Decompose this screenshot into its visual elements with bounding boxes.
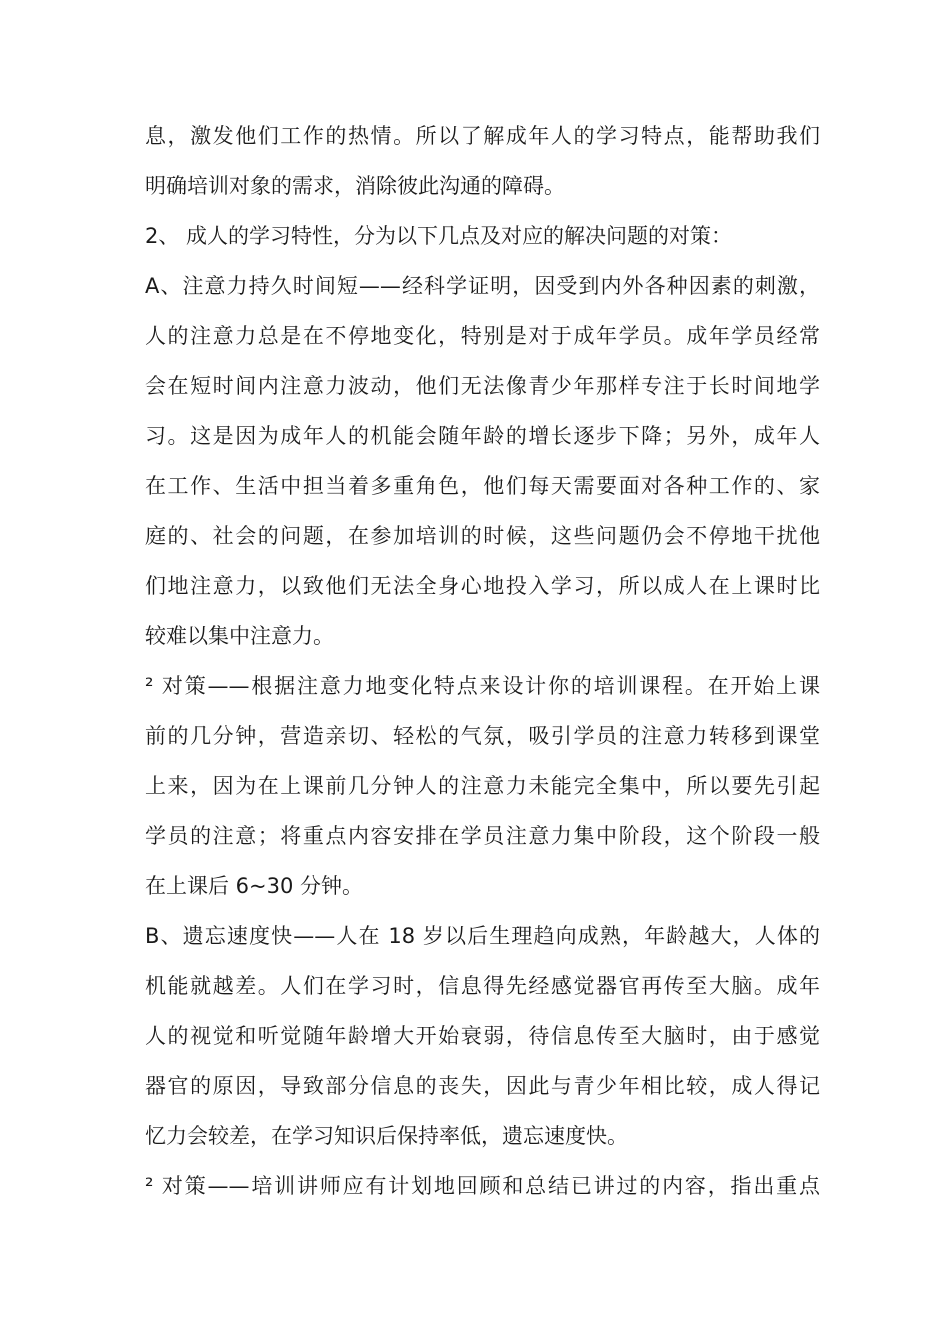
text-line-10: 们地注意力，以致他们无法全身心地投入学习，所以成人在上课时比 xyxy=(145,574,820,598)
text-line-22: ² 对策——培训讲师应有计划地回顾和总结已讲过的内容，指出重点 xyxy=(145,1174,820,1198)
text-line-18: 机能就越差。人们在学习时，信息得先经感觉器官再传至大脑。成年 xyxy=(145,974,820,998)
text-line-1: 息，激发他们工作的热情。所以了解成年人的学习特点，能帮助我们 xyxy=(145,124,820,148)
text-line-6: 会在短时间内注意力波动，他们无法像青少年那样专注于长时间地学 xyxy=(145,374,820,398)
text-line-21: 忆力会较差，在学习知识后保持率低，遗忘速度快。 xyxy=(145,1124,628,1148)
text-line-9: 庭的、社会的问题，在参加培训的时候，这些问题仍会不停地干扰他 xyxy=(145,524,820,548)
text-line-5: 人的注意力总是在不停地变化，特别是对于成年学员。成年学员经常 xyxy=(145,324,820,348)
text-line-17: B、遗忘速度快——人在 18 岁以后生理趋向成熟，年龄越大，人体的 xyxy=(145,924,820,948)
text-line-2: 明确培训对象的需求，消除彼此沟通的障碍。 xyxy=(145,174,565,198)
text-line-4: A、注意力持久时间短——经科学证明，因受到内外各种因素的刺激， xyxy=(145,274,820,298)
section-heading-2: 2、 成人的学习特性，分为以下几点及对应的解决问题的对策： xyxy=(145,224,733,248)
text-line-8: 在工作、生活中担当着多重角色，他们每天需要面对各种工作的、家 xyxy=(145,474,820,498)
text-line-14: 上来，因为在上课前几分钟人的注意力未能完全集中，所以要先引起 xyxy=(145,774,820,798)
text-line-11: 较难以集中注意力。 xyxy=(145,624,334,648)
text-line-7: 习。这是因为成年人的机能会随年龄的增长逐步下降；另外，成年人 xyxy=(145,424,820,448)
text-line-19: 人的视觉和听觉随年龄增大开始衰弱，待信息传至大脑时，由于感觉 xyxy=(145,1024,820,1048)
text-line-15: 学员的注意；将重点内容安排在学员注意力集中阶段，这个阶段一般 xyxy=(145,824,820,848)
text-line-16: 在上课后 6~30 分钟。 xyxy=(145,874,364,898)
text-line-20: 器官的原因，导致部分信息的丧失，因此与青少年相比较，成人得记 xyxy=(145,1074,820,1098)
text-line-13: 前的几分钟，营造亲切、轻松的气氛，吸引学员的注意力转移到课堂 xyxy=(145,724,820,748)
text-line-12: ² 对策——根据注意力地变化特点来设计你的培训课程。在开始上课 xyxy=(145,674,820,698)
